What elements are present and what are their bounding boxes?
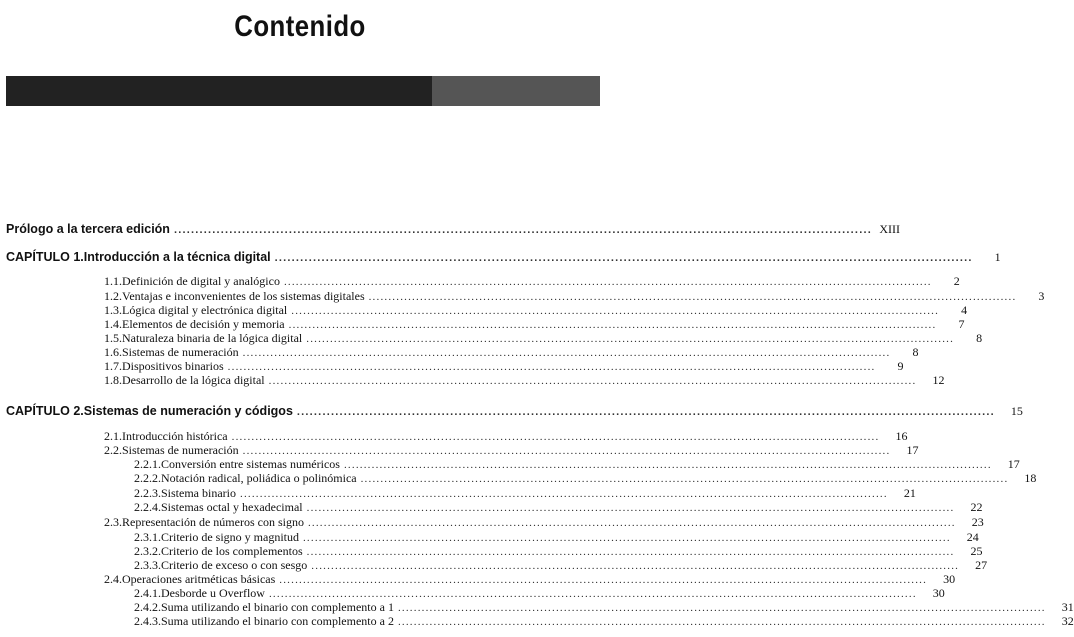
- section-number: 2.3.1.: [134, 530, 161, 544]
- toc-page-number: 17: [1007, 457, 1020, 471]
- toc-page-number: 24: [966, 530, 979, 544]
- chapter-title: Sistemas de numeración y códigos: [83, 404, 293, 418]
- section-number: 1.3.: [104, 303, 122, 317]
- toc-page-number: 16: [895, 429, 908, 443]
- section-number: 2.2.2.: [134, 471, 161, 485]
- dot-leader: ....................................................................................................................................................................: [306, 546, 955, 558]
- toc-section[interactable]: [104, 274, 960, 289]
- toc-subsection[interactable]: [134, 558, 988, 573]
- toc-subsection[interactable]: [134, 486, 916, 501]
- dot-leader: ....................................................................................................................................................................: [283, 276, 932, 288]
- section-title: Lógica digital y electrónica digital: [122, 303, 288, 317]
- toc-page-number: 21: [903, 486, 916, 500]
- toc-page-number: 7: [958, 317, 965, 331]
- toc-subsection[interactable]: [134, 600, 1074, 615]
- toc-page-number: 8: [912, 345, 919, 359]
- dot-leader: ....................................................................................................................................................................: [302, 532, 951, 544]
- toc-subsection[interactable]: [134, 614, 1074, 629]
- toc-subsection[interactable]: [134, 471, 1037, 486]
- section-number: 1.6.: [104, 345, 122, 359]
- section-number: 2.2.1.: [134, 457, 161, 471]
- toc-section[interactable]: [104, 345, 919, 360]
- section-title: Definición de digital y analógico: [122, 274, 280, 288]
- section-title: Introducción histórica: [122, 429, 228, 443]
- toc-page-number: 2: [953, 274, 960, 288]
- toc-subsection[interactable]: [134, 500, 983, 515]
- toc-page-number: 3: [1038, 289, 1045, 303]
- section-title: Desarrollo de la lógica digital: [122, 373, 265, 387]
- toc-page-number: 23: [971, 515, 984, 529]
- dot-leader: ....................................................................................................................................................................: [227, 361, 876, 373]
- section-number: 1.2.: [104, 289, 122, 303]
- toc-subsection[interactable]: [134, 586, 945, 601]
- toc-page-number: XIII: [879, 222, 900, 236]
- section-number: 2.4.: [104, 572, 122, 586]
- section-title: Criterio de signo y magnitud: [161, 530, 299, 544]
- chapter-label: CAPÍTULO 2.: [6, 404, 84, 418]
- toc-page-number: 1: [994, 250, 1001, 264]
- toc-page-number: 4: [961, 303, 968, 317]
- section-number: 2.4.2.: [134, 600, 161, 614]
- dot-leader: ....................................................................................................................................................................: [307, 517, 956, 529]
- section-title: Suma utilizando el binario con complemento a 2: [161, 614, 394, 628]
- toc-section[interactable]: [104, 373, 945, 388]
- dot-leader: ....................................................................................................................................................................: [306, 502, 955, 514]
- header-bar-dark: [6, 76, 432, 106]
- toc-section[interactable]: [104, 359, 904, 374]
- dot-leader: ....................................................................................................................................................................: [360, 473, 1009, 485]
- section-number: 1.1.: [104, 274, 122, 288]
- toc-page-number: 30: [943, 572, 956, 586]
- dot-leader: ....................................................................................................................................................................: [274, 252, 973, 264]
- toc-page-number: 25: [970, 544, 983, 558]
- toc-page-number: 12: [932, 373, 945, 387]
- section-title: Criterio de los complementos: [161, 544, 303, 558]
- page-title: Contenido: [234, 10, 366, 43]
- dot-leader: ....................................................................................................................................................................: [231, 431, 880, 443]
- section-title: Naturaleza binaria de la lógica digital: [122, 331, 303, 345]
- toc-page-number: 32: [1061, 614, 1074, 628]
- dot-leader: ....................................................................................................................................................................: [268, 375, 917, 387]
- dot-leader: ....................................................................................................................................................................: [242, 445, 891, 457]
- section-number: 1.4.: [104, 317, 122, 331]
- toc-page-number: 8: [976, 331, 983, 345]
- toc-section[interactable]: [104, 317, 965, 332]
- section-number: 2.2.: [104, 443, 122, 457]
- section-title: Conversión entre sistemas numéricos: [161, 457, 340, 471]
- section-title: Sistemas de numeración: [122, 345, 239, 359]
- dot-leader: ....................................................................................................................................................................: [397, 616, 1046, 628]
- section-title: Desborde u Overflow: [161, 586, 265, 600]
- toc-page-number: 27: [975, 558, 988, 572]
- toc-page-number: 30: [932, 586, 945, 600]
- toc-section[interactable]: [104, 331, 983, 346]
- section-number: 2.3.2.: [134, 544, 161, 558]
- section-title: Sistemas de numeración: [122, 443, 239, 457]
- toc-subsection[interactable]: [134, 530, 979, 545]
- toc-section[interactable]: [104, 289, 1045, 304]
- dot-leader: ....................................................................................................................................................................: [296, 406, 995, 418]
- dot-leader: ....................................................................................................................................................................: [242, 347, 891, 359]
- toc-section[interactable]: [104, 572, 956, 587]
- dot-leader: ....................................................................................................................................................................: [311, 560, 960, 572]
- section-title: Sistema binario: [161, 486, 236, 500]
- section-number: 1.8.: [104, 373, 122, 387]
- section-title: Representación de números con signo: [122, 515, 304, 529]
- dot-leader: ....................................................................................................................................................................: [343, 459, 992, 471]
- toc-page-number: 22: [970, 500, 983, 514]
- section-number: 2.3.: [104, 515, 122, 529]
- section-title: Ventajas e inconvenientes de los sistemas digitales: [122, 289, 365, 303]
- dot-leader: ....................................................................................................................................................................: [306, 333, 955, 345]
- toc-page-number: 31: [1061, 600, 1074, 614]
- toc-subsection[interactable]: [134, 544, 983, 559]
- section-title: Criterio de exceso o con sesgo: [161, 558, 308, 572]
- toc-prologue-title: Prólogo a la tercera edición: [6, 222, 170, 236]
- chapter-label: CAPÍTULO 1.: [6, 250, 84, 264]
- section-number: 2.2.3.: [134, 486, 161, 500]
- section-number: 1.5.: [104, 331, 122, 345]
- section-title: Suma utilizando el binario con complemento a 1: [161, 600, 394, 614]
- section-number: 2.4.1.: [134, 586, 161, 600]
- section-title: Operaciones aritméticas básicas: [122, 572, 276, 586]
- dot-leader: ....................................................................................................................................................................: [240, 488, 888, 500]
- toc-chapter-1[interactable]: [6, 250, 1001, 265]
- section-number: 1.7.: [104, 359, 122, 373]
- section-number: 2.1.: [104, 429, 122, 443]
- toc-section[interactable]: [104, 429, 908, 444]
- section-number: 2.2.4.: [134, 500, 161, 514]
- toc-subsection[interactable]: [134, 457, 1020, 472]
- dot-leader: ....................................................................................................................................................................: [173, 224, 872, 236]
- dot-leader: ....................................................................................................................................................................: [268, 588, 917, 600]
- toc-chapter-2[interactable]: [6, 404, 1023, 419]
- toc-prologue[interactable]: [6, 222, 900, 237]
- section-title: Elementos de decisión y memoria: [122, 317, 285, 331]
- toc-page-number: 17: [906, 443, 919, 457]
- toc-section[interactable]: [104, 515, 984, 530]
- toc-page-number: 18: [1024, 471, 1037, 485]
- section-title: Sistemas octal y hexadecimal: [161, 500, 303, 514]
- dot-leader: ....................................................................................................................................................................: [288, 319, 937, 331]
- section-title: Notación radical, poliádica o polinómica: [161, 471, 357, 485]
- section-number: 2.4.3.: [134, 614, 161, 628]
- toc-page-number: 15: [1010, 404, 1023, 418]
- dot-leader: ....................................................................................................................................................................: [368, 291, 1017, 303]
- header-bar-gray: [432, 76, 600, 106]
- section-number: 2.3.3.: [134, 558, 161, 572]
- dot-leader: ....................................................................................................................................................................: [397, 602, 1046, 614]
- dot-leader: ....................................................................................................................................................................: [291, 305, 940, 317]
- toc-section[interactable]: [104, 303, 968, 318]
- chapter-title: Introducción a la técnica digital: [83, 250, 271, 264]
- dot-leader: ....................................................................................................................................................................: [279, 574, 928, 586]
- toc-page-number: 9: [897, 359, 904, 373]
- section-title: Dispositivos binarios: [122, 359, 224, 373]
- toc-section[interactable]: [104, 443, 919, 458]
